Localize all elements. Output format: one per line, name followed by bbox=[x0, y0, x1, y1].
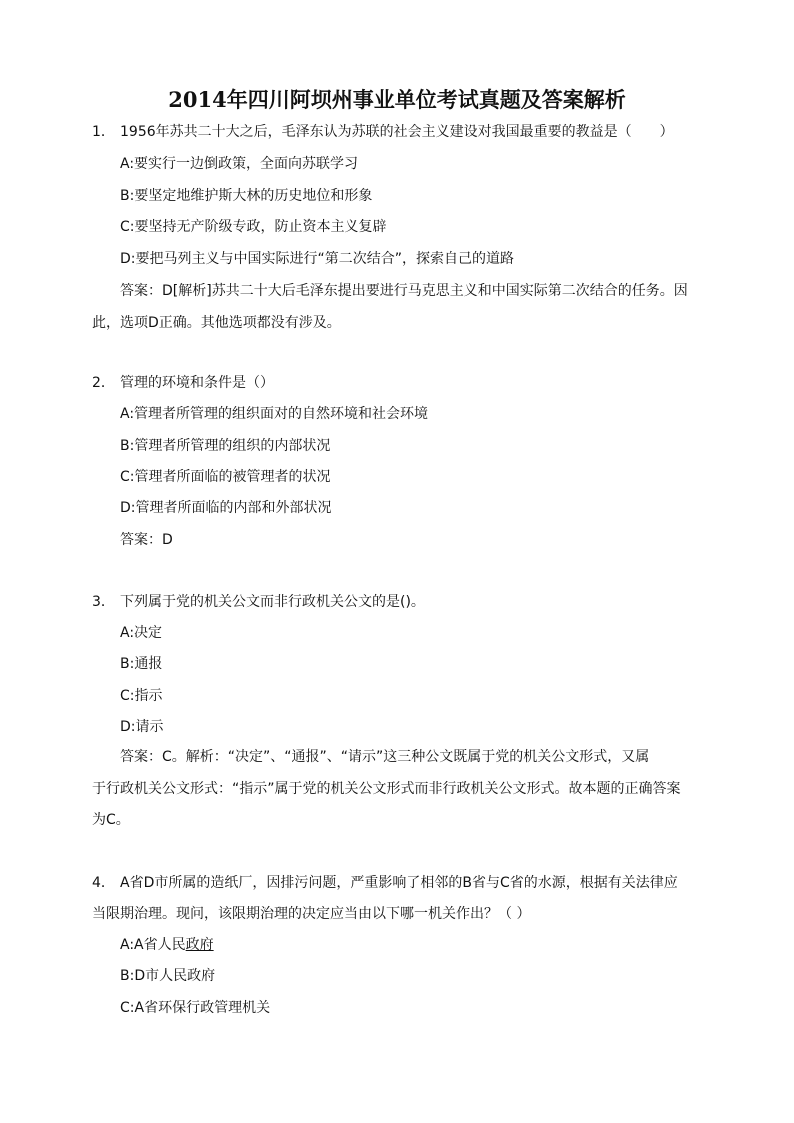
question-2-text: 管理的环境和条件是（） bbox=[120, 375, 274, 391]
question-1-number: 1． bbox=[92, 124, 115, 140]
question-1-option-d: D:要把马列主义与中国实际进行“第二次结合”，探索自己的道路 bbox=[120, 251, 515, 267]
question-4-stem-line-2: 当限期治理。现问，该限期治理的决定应当由以下哪一机关作出？（ ） bbox=[92, 906, 531, 922]
page-title: 2014年四川阿坝州事业单位考试真题及答案解析 bbox=[168, 87, 626, 112]
question-3-stem bbox=[92, 592, 425, 612]
question-2-option-b: B:管理者所管理的组织的内部状况 bbox=[120, 438, 331, 454]
question-3-option-c: C:指示 bbox=[120, 688, 163, 704]
question-1-answer-line-1: 答案：D[解析]苏共二十大后毛泽东提出要进行马克思主义和中国实际第二次结合的任务。因 bbox=[120, 283, 688, 299]
question-4-stem-line-1 bbox=[92, 873, 678, 893]
question-3-number: 3． bbox=[92, 594, 115, 610]
question-1-text: 1956年苏共二十大之后，毛泽东认为苏联的社会主义建设对我国最重要的教益是（ ） bbox=[120, 124, 674, 140]
question-3-answer-line-3: 为C。 bbox=[92, 812, 130, 828]
question-3-option-b: B:通报 bbox=[120, 656, 163, 672]
question-3-option-d: D:请示 bbox=[120, 719, 164, 735]
question-4-text-line-1: A省D市所属的造纸厂，因排污问题，严重影响了相邻的B省与C省的水源，根据有关法律应 bbox=[120, 875, 678, 891]
question-2-stem bbox=[92, 373, 274, 393]
question-2-option-d: D:管理者所面临的内部和外部状况 bbox=[120, 500, 332, 516]
question-4-option-b: B:D市人民政府 bbox=[120, 968, 216, 984]
question-3-answer-line-2: 于行政机关公文形式：“指示”属于党的机关公文形式而非行政机关公文形式。故本题的正确答案 bbox=[92, 781, 681, 797]
question-1-option-a: A:要实行一边倒政策，全面向苏联学习 bbox=[120, 156, 359, 172]
question-4-option-c: C:A省环保行政管理机关 bbox=[120, 1000, 271, 1016]
question-3-answer-line-1: 答案：C。解析：“决定”、“通报”、“请示”这三种公文既属于党的机关公文形式，又属 bbox=[120, 749, 650, 765]
question-2-option-c: C:管理者所面临的被管理者的状况 bbox=[120, 469, 331, 485]
question-4-number: 4． bbox=[92, 875, 115, 891]
question-1-option-b: B:要坚定地维护斯大林的历史地位和形象 bbox=[120, 188, 373, 204]
question-2-option-a: A:管理者所管理的组织面对的自然环境和社会环境 bbox=[120, 406, 429, 422]
question-4-option-a bbox=[120, 935, 214, 955]
question-2-answer: 答案：D bbox=[120, 532, 173, 548]
question-4-option-a-underlined: 政府 bbox=[185, 937, 214, 953]
question-1-option-c: C:要坚持无产阶级专政，防止资本主义复辟 bbox=[120, 219, 387, 235]
question-2-number: 2． bbox=[92, 375, 115, 391]
question-3-option-a: A:决定 bbox=[120, 625, 163, 641]
question-1-answer-line-2: 此，选项D正确。其他选项都没有涉及。 bbox=[92, 315, 341, 331]
question-1-stem bbox=[92, 122, 674, 142]
question-4-option-a-prefix: A:A省人民 bbox=[120, 937, 186, 953]
question-3-text: 下列属于党的机关公文而非行政机关公文的是()。 bbox=[120, 594, 425, 610]
